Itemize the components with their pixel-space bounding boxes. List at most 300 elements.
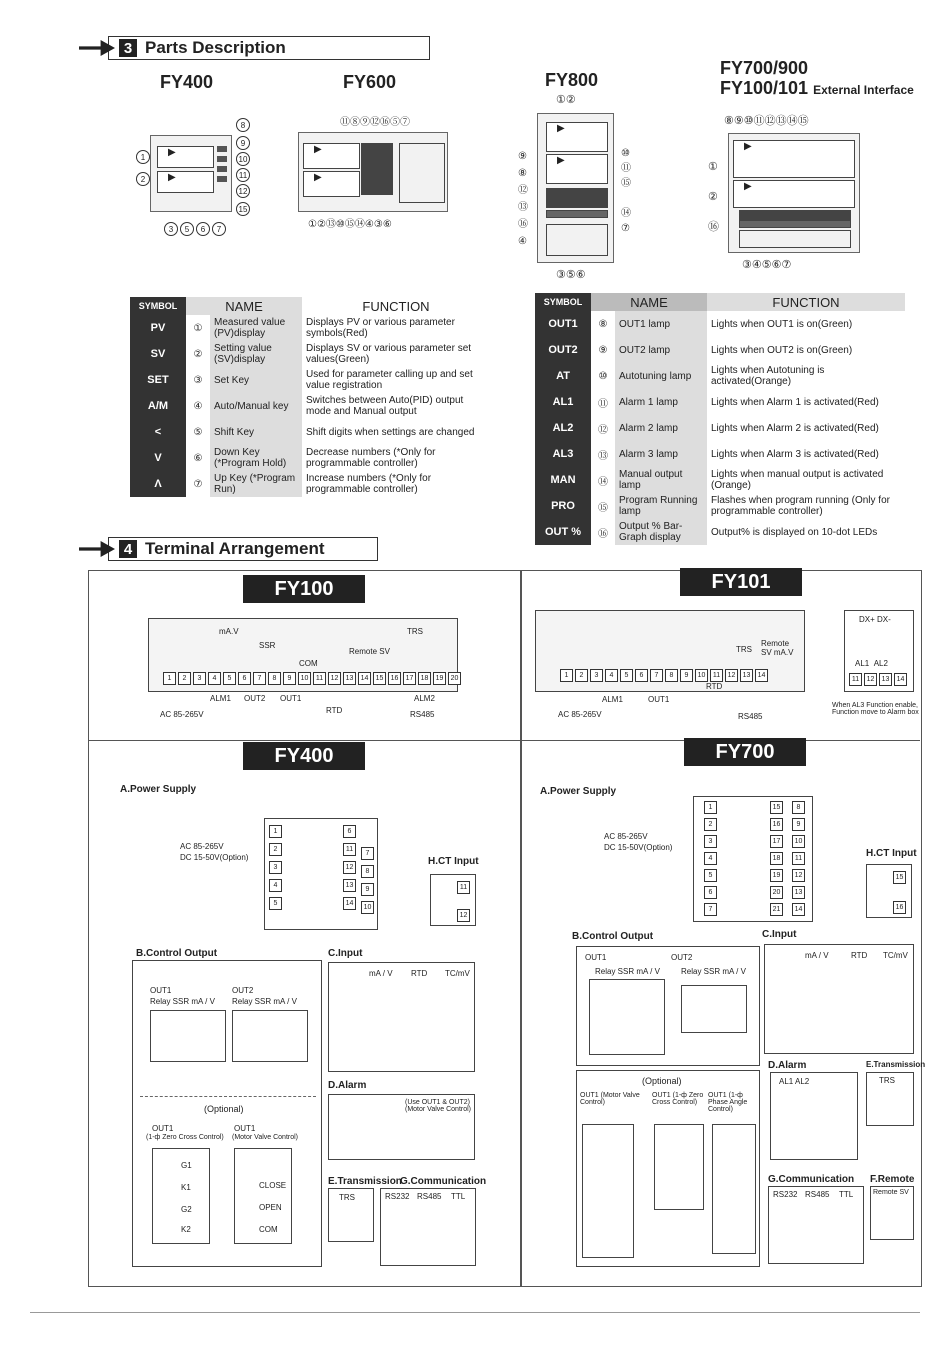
terminal: 5 bbox=[704, 869, 717, 882]
fy700-comm-box bbox=[768, 1186, 864, 1264]
symbol-cell: AL1 bbox=[535, 389, 591, 415]
fy400-trans-label: E.Transmission bbox=[328, 1176, 402, 1187]
fy700-right-terms bbox=[792, 801, 805, 916]
external-interface-label: External Interface bbox=[813, 83, 914, 97]
function-cell: Used for parameter calling up and set value registration bbox=[306, 369, 473, 391]
header-symbol: SYMBOL bbox=[535, 293, 591, 311]
fy400-opt-a-box bbox=[152, 1148, 210, 1244]
lamp-indicator bbox=[217, 156, 227, 162]
fy800-front-panel bbox=[537, 113, 614, 263]
terminal: 3 bbox=[590, 669, 603, 682]
label-rs485: RS485 bbox=[738, 712, 763, 721]
label-com: COM bbox=[299, 659, 318, 668]
comm-col-1: RS232 bbox=[385, 1192, 410, 1201]
table-row bbox=[130, 419, 490, 445]
terminal: 8 bbox=[792, 801, 805, 814]
terminal: 5 bbox=[223, 672, 236, 685]
fy400-optional: (Optional) bbox=[204, 1104, 244, 1114]
name-cell: Setting value (SV)display bbox=[210, 341, 302, 367]
function-cell: Shift digits when settings are changed bbox=[306, 426, 475, 438]
table-row bbox=[535, 415, 905, 441]
terminal: 16 bbox=[388, 672, 401, 685]
fy700-opt-box-2 bbox=[654, 1124, 704, 1210]
symbol-cell: AL3 bbox=[535, 441, 591, 467]
name-cell: Measured value (PV)display bbox=[210, 315, 302, 341]
terminal: 11 bbox=[457, 881, 470, 894]
terminal: 13 bbox=[879, 673, 892, 686]
table-row bbox=[535, 363, 905, 389]
fy700-trans-label: E.Transmission bbox=[866, 1060, 926, 1069]
fy400-opt-out1-b: OUT1 bbox=[234, 1124, 256, 1133]
number-cell: ① bbox=[193, 322, 203, 334]
terminal: 17 bbox=[770, 835, 783, 848]
terminal: 14 bbox=[894, 673, 907, 686]
table-row bbox=[535, 467, 905, 493]
terminal: 6 bbox=[343, 825, 356, 838]
terminal: 15 bbox=[893, 871, 906, 884]
trs-label: TRS bbox=[879, 1076, 895, 1085]
callout-5: 5 bbox=[180, 222, 194, 236]
fy700-out2-box bbox=[681, 985, 747, 1033]
function-cell: Decrease numbers (*Only for programmable controller) bbox=[306, 447, 436, 469]
label-com: COM bbox=[259, 1225, 278, 1234]
fy800-top-callouts: ①② bbox=[556, 94, 576, 106]
fy700-left-terms bbox=[704, 801, 717, 916]
symbol-cell: OUT % bbox=[535, 519, 591, 545]
terminal: 16 bbox=[770, 818, 783, 831]
terminal: 1 bbox=[269, 825, 282, 838]
terminal: 12 bbox=[725, 669, 738, 682]
terminal: 19 bbox=[770, 869, 783, 882]
fy400-out1-box bbox=[150, 1010, 226, 1062]
input-col-1: mA / V bbox=[805, 951, 829, 960]
table-row bbox=[535, 441, 905, 467]
fy400-right-b bbox=[361, 847, 374, 914]
number-cell: ⑤ bbox=[193, 426, 203, 438]
number-cell: ⑨ bbox=[598, 344, 608, 356]
label-g1: G1 bbox=[181, 1161, 192, 1170]
bar-graph bbox=[739, 220, 851, 228]
fy700-power-spec1: AC 85-265V bbox=[604, 832, 648, 841]
header-name: NAME bbox=[186, 297, 302, 315]
lamp-grid bbox=[361, 143, 393, 195]
fy400-opt-out1-a-sub: (1-ф Zero Cross Control) bbox=[146, 1134, 224, 1141]
table-row bbox=[535, 519, 905, 545]
label-alm2: ALM2 bbox=[414, 694, 435, 703]
table-row bbox=[130, 393, 490, 419]
symbol-cell: OUT1 bbox=[535, 311, 591, 337]
fy400-left-terms bbox=[269, 825, 282, 910]
name-cell: OUT2 lamp bbox=[615, 337, 707, 363]
fy700-input-box bbox=[764, 944, 914, 1054]
fy400-ct-box bbox=[430, 874, 476, 926]
function-cell: Lights when Alarm 1 is activated(Red) bbox=[711, 396, 879, 408]
alarm-note: (Use OUT1 & OUT2) (Motor Valve Control) bbox=[405, 1099, 472, 1113]
fy400-out2: OUT2 bbox=[232, 986, 254, 995]
label-rs485: RS485 bbox=[410, 710, 435, 719]
header-name: NAME bbox=[591, 293, 707, 311]
number-cell: ⑩ bbox=[598, 370, 608, 382]
comm-col-2: RS485 bbox=[805, 1190, 830, 1199]
fy700-control-box bbox=[576, 946, 760, 1066]
symbol-cell: MAN bbox=[535, 467, 591, 493]
fy101-title: FY101 bbox=[680, 568, 802, 596]
function-cell: Lights when OUT1 is on(Green) bbox=[711, 318, 853, 330]
terminal: 3 bbox=[269, 861, 282, 874]
terminal: 7 bbox=[704, 903, 717, 916]
terminal: 2 bbox=[269, 843, 282, 856]
fy700-comm-label: G.Communication bbox=[768, 1174, 855, 1185]
fy400-front-panel bbox=[150, 135, 232, 212]
terminal: 16 bbox=[893, 901, 906, 914]
label-close: CLOSE bbox=[259, 1181, 287, 1190]
function-cell: Switches between Auto(PID) output mode and Manual output bbox=[306, 395, 464, 417]
terminal: 11 bbox=[792, 852, 805, 865]
function-cell: Output% is displayed on 10-dot LEDs bbox=[711, 526, 878, 538]
key-area bbox=[399, 143, 445, 203]
section-4-header bbox=[108, 537, 378, 561]
fy400-power-spec1: AC 85-265V bbox=[180, 842, 224, 851]
symbol-table-left bbox=[130, 297, 490, 497]
name-cell: Autotuning lamp bbox=[615, 363, 707, 389]
fy700-alarm-label: D.Alarm bbox=[768, 1060, 807, 1071]
terminal: 2 bbox=[178, 672, 191, 685]
function-cell: Displays SV or various parameter set values(Green) bbox=[306, 343, 472, 365]
fy400-comm-box bbox=[380, 1188, 476, 1266]
terminal: 6 bbox=[704, 886, 717, 899]
terminal: 9 bbox=[361, 883, 374, 896]
terminal: 15 bbox=[373, 672, 386, 685]
model-fy700-900: FY700/900 bbox=[720, 58, 809, 78]
fy800-bottom-callouts: ③⑤⑥ bbox=[556, 269, 586, 281]
terminal: 4 bbox=[208, 672, 221, 685]
pv-display bbox=[157, 146, 214, 168]
fy100-title: FY100 bbox=[243, 575, 365, 603]
terminal: 18 bbox=[770, 852, 783, 865]
number-cell: ⑬ bbox=[598, 450, 608, 462]
fy700-terminal-block bbox=[693, 796, 813, 922]
label-out2: OUT2 bbox=[244, 694, 266, 703]
fy700-relay-hdr-2: Relay SSR mA / V bbox=[681, 967, 746, 976]
lamp-indicator bbox=[217, 146, 227, 152]
symbol-cell: < bbox=[130, 419, 186, 445]
terminal: 12 bbox=[343, 861, 356, 874]
terminal: 7 bbox=[650, 669, 663, 682]
terminal: 6 bbox=[238, 672, 251, 685]
model-fy100-101 bbox=[720, 78, 914, 99]
table-row bbox=[535, 311, 905, 337]
terminal: 15 bbox=[770, 801, 783, 814]
terminal: 11 bbox=[849, 673, 862, 686]
fy101-terminal-block bbox=[535, 610, 805, 692]
name-cell: Program Running lamp bbox=[615, 493, 707, 519]
function-cell: Flashes when program running (Only for programmable controller) bbox=[711, 495, 890, 517]
name-cell: Set Key bbox=[210, 367, 302, 393]
terminal: 2 bbox=[575, 669, 588, 682]
section-number: 4 bbox=[119, 540, 137, 558]
callout-1: 1 bbox=[136, 150, 150, 164]
sv-display bbox=[546, 154, 608, 184]
callout-3: 3 bbox=[164, 222, 178, 236]
fy700-power-label: A.Power Supply bbox=[540, 786, 617, 797]
fy700-ct-label: H.CT Input bbox=[866, 848, 917, 859]
symbol-cell: SV bbox=[130, 341, 186, 367]
terminal: 3 bbox=[704, 835, 717, 848]
fy800-right-callouts: ⑩ ⑪ ⑮ ⑭ ⑦ bbox=[621, 148, 631, 234]
terminal: 19 bbox=[433, 672, 446, 685]
symbol-cell: PRO bbox=[535, 493, 591, 519]
lamp-row bbox=[739, 210, 851, 220]
remote-sv-label: Remote SV bbox=[873, 1189, 909, 1196]
fy101-note: When AL3 Function enable, Function move to Alarm box bbox=[832, 702, 919, 716]
input-col-3: TC/mV bbox=[883, 951, 908, 960]
fy400-control-label: B.Control Output bbox=[136, 948, 218, 959]
terminal: 20 bbox=[770, 886, 783, 899]
pv-display bbox=[303, 143, 360, 169]
terminal: 10 bbox=[695, 669, 708, 682]
terminal: 13 bbox=[792, 886, 805, 899]
label-alm1: ALM1 bbox=[602, 695, 623, 704]
callout-10: 10 bbox=[236, 152, 250, 166]
name-cell: Alarm 1 lamp bbox=[615, 389, 707, 415]
callout-6: 6 bbox=[196, 222, 210, 236]
terminal: 13 bbox=[343, 672, 356, 685]
label-alm1: ALM1 bbox=[210, 694, 231, 703]
fy700-top-callouts: ⑧⑨⑩⑪⑫⑬⑭⑮ bbox=[724, 115, 809, 127]
label-out1: OUT1 bbox=[648, 695, 670, 704]
sv-display bbox=[303, 171, 360, 197]
callout-12: 12 bbox=[236, 184, 250, 198]
section-3-header bbox=[108, 36, 430, 60]
fy400-alarm-box bbox=[328, 1094, 475, 1160]
pointing-hand-icon bbox=[79, 541, 115, 557]
number-cell: ⑯ bbox=[598, 528, 608, 540]
bottom-rule bbox=[30, 1312, 920, 1313]
comm-col-1: RS232 bbox=[773, 1190, 798, 1199]
number-cell: ⑥ bbox=[193, 452, 203, 464]
fy700-bottom-callouts: ③④⑤⑥⑦ bbox=[742, 259, 792, 271]
terminal: 6 bbox=[635, 669, 648, 682]
section-title: Parts Description bbox=[145, 38, 286, 57]
fy700-out1: OUT1 bbox=[585, 953, 607, 962]
pv-display bbox=[546, 122, 608, 152]
label-rtd: RTD bbox=[326, 706, 343, 715]
label-ssr: SSR bbox=[259, 641, 276, 650]
key-area bbox=[546, 224, 608, 256]
comm-col-3: TTL bbox=[839, 1190, 854, 1199]
symbol-cell: AL2 bbox=[535, 415, 591, 441]
function-cell: Displays PV or various parameter symbols(Red) bbox=[306, 317, 455, 339]
terminal: 11 bbox=[313, 672, 326, 685]
symbol-table-right bbox=[535, 293, 905, 545]
terminal: 18 bbox=[418, 672, 431, 685]
table-row bbox=[130, 471, 490, 497]
header-symbol: SYMBOL bbox=[130, 297, 186, 315]
input-col-3: TC/mV bbox=[445, 969, 470, 978]
number-cell: ⑭ bbox=[598, 476, 608, 488]
name-cell: Down Key (*Program Hold) bbox=[210, 445, 302, 471]
fy400-opt-out1-a: OUT1 bbox=[152, 1124, 174, 1133]
fy400-power-label: A.Power Supply bbox=[120, 784, 197, 795]
callout-8: 8 bbox=[236, 118, 250, 132]
number-cell: ② bbox=[193, 348, 203, 360]
input-col-1: mA / V bbox=[369, 969, 393, 978]
callout-9: 9 bbox=[236, 136, 250, 150]
sv-display bbox=[157, 171, 214, 193]
terminal: 4 bbox=[704, 852, 717, 865]
terminal: 17 bbox=[403, 672, 416, 685]
header-function: FUNCTION bbox=[302, 297, 490, 315]
comm-col-2: RS485 bbox=[417, 1192, 442, 1201]
fy400-out2-box bbox=[232, 1010, 308, 1062]
fy700-left-callouts: ① ② ⑯ bbox=[708, 161, 719, 233]
label-al bbox=[855, 659, 888, 668]
table-row bbox=[535, 389, 905, 415]
terminal: 14 bbox=[755, 669, 768, 682]
terminal: 7 bbox=[253, 672, 266, 685]
label-out1: OUT1 bbox=[280, 694, 302, 703]
symbol-cell: PV bbox=[130, 315, 186, 341]
terminal: 14 bbox=[792, 903, 805, 916]
terminal: 10 bbox=[298, 672, 311, 685]
fy101-rs485-block bbox=[844, 610, 914, 692]
section-title: Terminal Arrangement bbox=[145, 539, 325, 558]
terminal: 1 bbox=[704, 801, 717, 814]
fy400-opt-out1-b-sub: (Motor Valve Control) bbox=[232, 1134, 299, 1141]
terminal: 12 bbox=[792, 869, 805, 882]
sv-display bbox=[733, 180, 855, 208]
terminal: 5 bbox=[269, 897, 282, 910]
fy700-ct-box bbox=[866, 864, 912, 918]
table-row bbox=[535, 337, 905, 363]
fy400-relay-hdr-1: Relay SSR mA / V bbox=[150, 997, 215, 1006]
model-fy100-101-label: FY100/101 bbox=[720, 78, 809, 98]
label-ma: mA.V bbox=[219, 627, 239, 636]
terminal: 11 bbox=[710, 669, 723, 682]
terminal: 8 bbox=[268, 672, 281, 685]
number-cell: ⑦ bbox=[193, 478, 203, 490]
name-cell: Shift Key bbox=[210, 419, 302, 445]
key-area bbox=[739, 230, 851, 248]
number-cell: ⑧ bbox=[598, 318, 608, 330]
fy700-trans-box bbox=[866, 1072, 914, 1126]
terminal: 4 bbox=[269, 879, 282, 892]
terminal: 12 bbox=[864, 673, 877, 686]
section-number: 3 bbox=[119, 39, 137, 57]
fy101-extra-terms bbox=[849, 673, 907, 686]
callout-15: 15 bbox=[236, 202, 250, 216]
symbol-cell: V bbox=[130, 445, 186, 471]
table-row bbox=[130, 445, 490, 471]
terminal: 20 bbox=[448, 672, 461, 685]
terminal: 9 bbox=[283, 672, 296, 685]
name-cell: Manual output lamp bbox=[615, 467, 707, 493]
label-al1: AL1 bbox=[855, 659, 870, 668]
fy400-out1: OUT1 bbox=[150, 986, 172, 995]
fy700-title: FY700 bbox=[684, 738, 806, 766]
label-al2: AL2 bbox=[873, 659, 888, 668]
terminal: 12 bbox=[328, 672, 341, 685]
lamp-row bbox=[546, 198, 608, 208]
function-cell: Lights when manual output is activated (Orange) bbox=[711, 469, 884, 491]
fy400-title: FY400 bbox=[243, 742, 365, 770]
label-remote: Remote SV bbox=[349, 647, 390, 656]
fy600-front-panel bbox=[298, 132, 448, 212]
terminal: 13 bbox=[740, 669, 753, 682]
label-trs: TRS bbox=[736, 645, 752, 654]
callout-7: 7 bbox=[212, 222, 226, 236]
label-ac: AC 85-265V bbox=[558, 710, 602, 719]
name-cell: Alarm 2 lamp bbox=[615, 415, 707, 441]
function-cell: Lights when Alarm 2 is activated(Red) bbox=[711, 422, 879, 434]
number-cell: ④ bbox=[193, 400, 203, 412]
fy600-top-callouts: ⑪⑧⑨⑫⑯⑤⑦ bbox=[340, 117, 410, 128]
model-fy800: FY800 bbox=[545, 70, 599, 90]
terminal: 10 bbox=[792, 835, 805, 848]
fy400-ct-label: H.CT Input bbox=[428, 856, 479, 867]
alarm-al-label: AL1 AL2 bbox=[779, 1077, 810, 1086]
bar-graph bbox=[546, 210, 608, 218]
symbol-cell: AT bbox=[535, 363, 591, 389]
function-cell: Lights when Autotuning is activated(Orange) bbox=[711, 365, 825, 387]
pointing-hand-icon bbox=[79, 40, 115, 56]
fy400-terminal-block bbox=[264, 818, 378, 930]
fy400-opt-b-box bbox=[234, 1148, 292, 1244]
input-col-2: RTD bbox=[851, 951, 868, 960]
terminal: 21 bbox=[770, 903, 783, 916]
lamp-row bbox=[546, 188, 608, 198]
table-row bbox=[130, 315, 490, 341]
label-ac: AC 85-265V bbox=[160, 710, 204, 719]
fy700-optional: (Optional) bbox=[642, 1076, 682, 1086]
symbol-cell: Λ bbox=[130, 471, 186, 497]
label-k1: K1 bbox=[181, 1183, 191, 1192]
fy400-input-label: C.Input bbox=[328, 948, 363, 959]
name-cell: Output % Bar-Graph display bbox=[615, 519, 707, 545]
table-row bbox=[130, 367, 490, 393]
fy101-terminal-row bbox=[560, 669, 768, 682]
fy700-input-label: C.Input bbox=[762, 929, 797, 940]
number-cell: ⑫ bbox=[598, 424, 608, 436]
fy400-comm-label: G.Communication bbox=[400, 1176, 487, 1187]
name-cell: OUT1 lamp bbox=[615, 311, 707, 337]
divider bbox=[140, 1096, 316, 1097]
name-cell: Alarm 3 lamp bbox=[615, 441, 707, 467]
fy700-alarm-box bbox=[770, 1072, 858, 1160]
terminal: 12 bbox=[457, 909, 470, 922]
fy700-remote-label: F.Remote bbox=[870, 1174, 915, 1185]
table-row bbox=[535, 493, 905, 519]
fy600-bottom-callouts: ①②⑬⑩⑮⑭④③⑥ bbox=[308, 219, 392, 230]
symbol-cell: OUT2 bbox=[535, 337, 591, 363]
number-cell: ③ bbox=[193, 374, 203, 386]
function-cell: Lights when Alarm 3 is activated(Red) bbox=[711, 448, 879, 460]
fy700-opt-col-2: OUT1 (1-ф Zero Cross Control) bbox=[652, 1092, 704, 1106]
model-fy600: FY600 bbox=[343, 72, 397, 92]
label-remote: Remote SV mA.V bbox=[761, 639, 794, 657]
fy700-opt-col-3: OUT1 (1-ф Phase Angle Control) bbox=[708, 1092, 748, 1113]
fy700-mid-terms bbox=[770, 801, 783, 916]
label-trs: TRS bbox=[407, 627, 423, 636]
fy100-terminal-block bbox=[148, 618, 458, 692]
terminal: 11 bbox=[343, 843, 356, 856]
fy700-out1-box bbox=[589, 979, 665, 1055]
label-dx: DX+ DX- bbox=[859, 615, 891, 624]
terminal: 14 bbox=[358, 672, 371, 685]
name-cell: Auto/Manual key bbox=[210, 393, 302, 419]
fy700-out2: OUT2 bbox=[671, 953, 693, 962]
terminal: 10 bbox=[361, 901, 374, 914]
